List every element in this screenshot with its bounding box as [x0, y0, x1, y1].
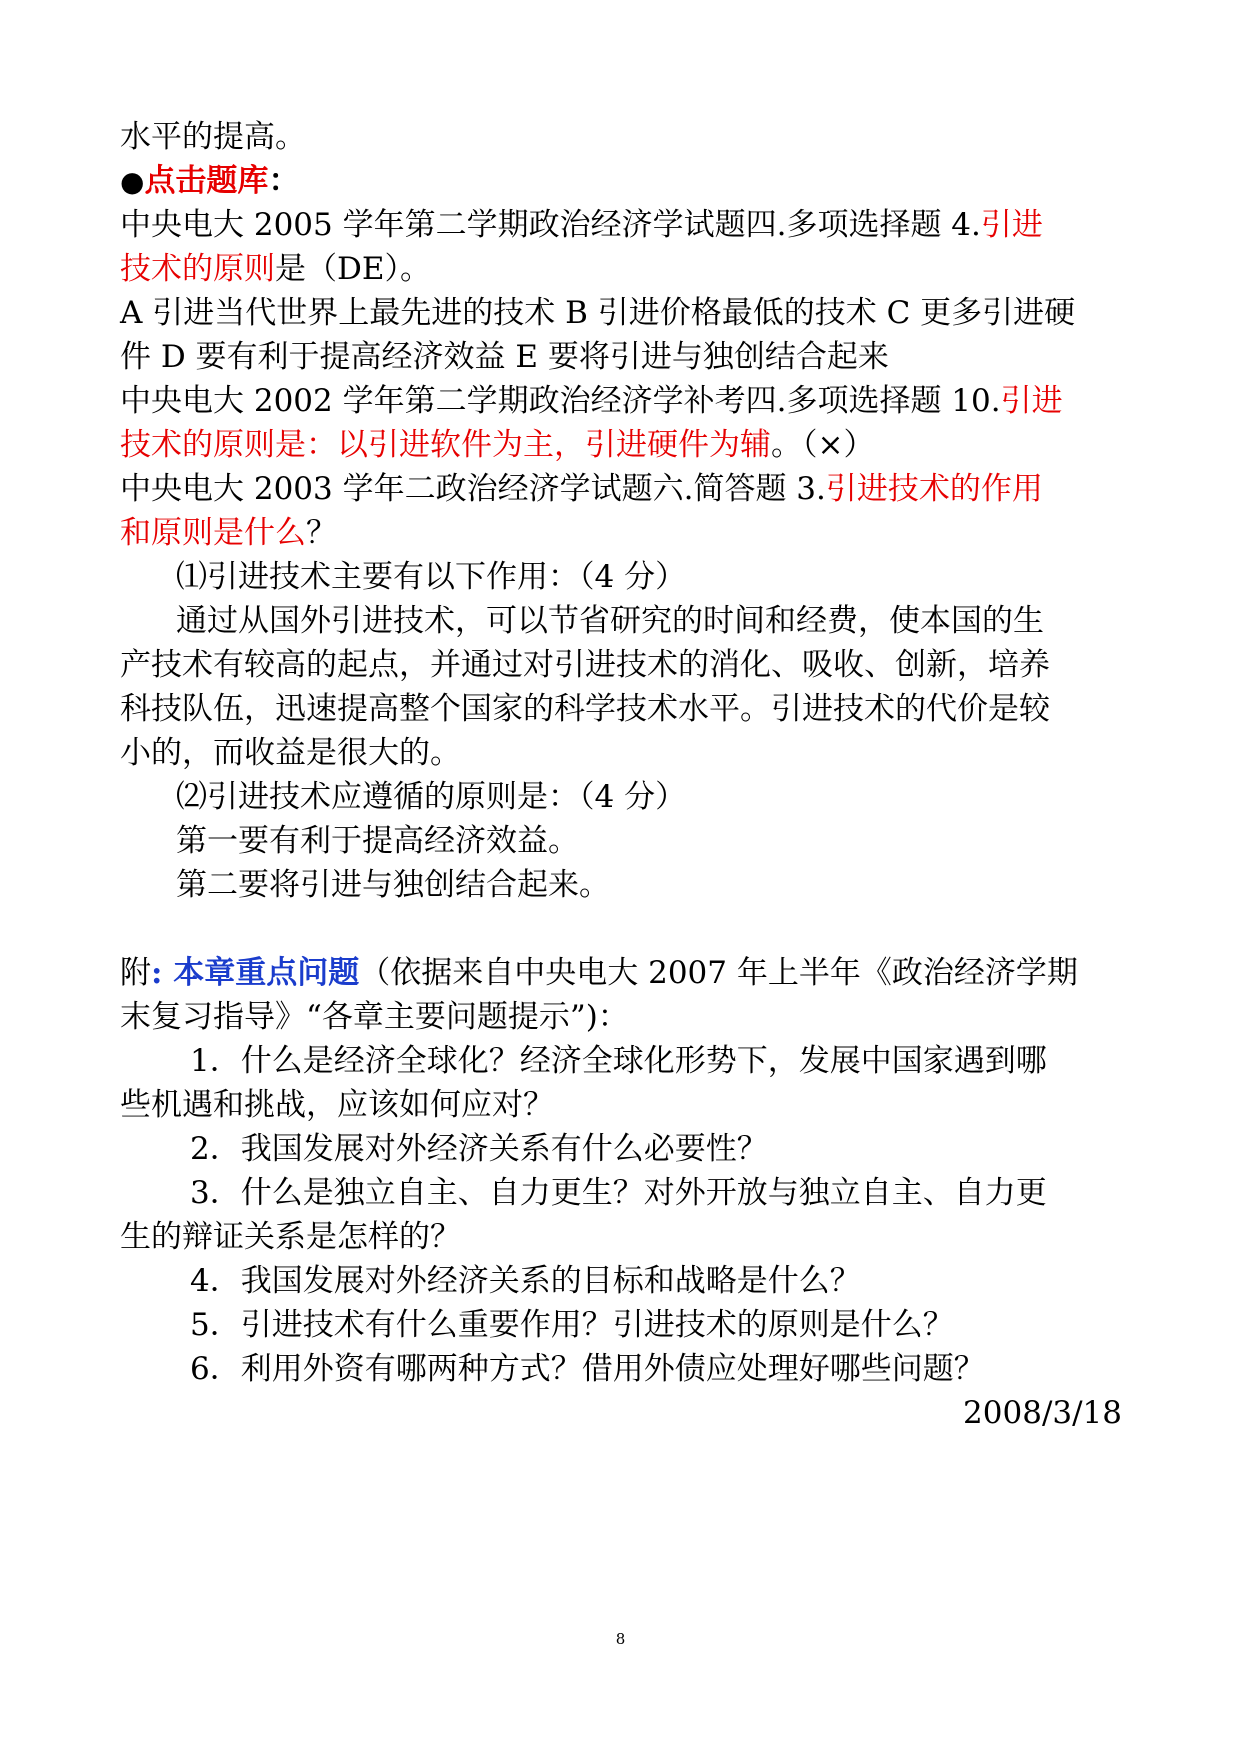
text: （依据来自中央电大 2007 年上半年《政治经济学期 [359, 955, 1078, 991]
list-item-cont [120, 1215, 1122, 1259]
list-item [120, 1347, 1122, 1391]
text: 水平的提高。 [120, 119, 306, 155]
list-item-cont [120, 1083, 1122, 1127]
text: ⑴引进技术主要有以下作用：（4 分） [176, 559, 687, 595]
text: ？ [306, 515, 337, 551]
text: 6．利用外资有哪两种方式？借用外债应处理好哪些问题？ [190, 1351, 985, 1387]
text: 末复习指导》“各章主要问题提示”)： [120, 999, 629, 1035]
text-line [120, 511, 1122, 555]
text: 。（×） [771, 427, 875, 463]
list-item [120, 1039, 1122, 1083]
highlight-text: 和原则是什么 [120, 515, 306, 551]
bullet-icon: ● [120, 165, 145, 198]
heading-title: 点击题库 [144, 163, 269, 199]
text-line [120, 731, 1122, 775]
text-line [120, 643, 1122, 687]
text: 5．引进技术有什么重要作用？引进技术的原则是什么？ [190, 1307, 954, 1343]
text: 1．什么是经济全球化？经济全球化形势下，发展中国家遇到哪 [190, 1043, 1047, 1079]
text-line [120, 467, 1122, 511]
text-line [120, 599, 1122, 643]
text-line [120, 203, 1122, 247]
text: 生的辩证关系是怎样的？ [120, 1219, 461, 1255]
highlight-text: 引进 [1000, 383, 1063, 419]
text: ⑵引进技术应遵循的原则是：（4 分） [176, 779, 687, 815]
text-line [120, 995, 1122, 1039]
highlight-text: 技术的原则 [120, 251, 275, 287]
text-line [120, 775, 1122, 819]
appendix-heading [120, 951, 1122, 995]
document-body [120, 115, 1122, 1435]
text-line [120, 423, 1122, 467]
highlight-text: 引进技术的作用 [825, 471, 1043, 507]
text: 些机遇和挑战，应该如何应对？ [120, 1087, 554, 1123]
text: 产技术有较高的起点，并通过对引进技术的消化、吸收、创新，培养 [120, 647, 1050, 683]
text: 通过从国外引进技术，可以节省研究的时间和经费，使本国的生 [176, 603, 1044, 639]
text: 中央电大 2002 学年第二学期政治经济学补考四.多项选择题 10. [120, 383, 1001, 419]
text: 中央电大 2003 学年二政治经济学试题六.简答题 3. [120, 471, 826, 507]
text: 是（DE）。 [275, 251, 431, 287]
date: 2008/3/18 [963, 1395, 1122, 1431]
text: A 引进当代世界上最先进的技术 B 引进价格最低的技术 C 更多引进硬 [120, 295, 1076, 331]
text-line [120, 247, 1122, 291]
appendix-title: : 本章重点问题 [151, 955, 360, 991]
text: 第二要将引进与独创结合起来。 [176, 867, 610, 903]
text-line [120, 115, 1122, 159]
date-line [120, 1391, 1122, 1435]
list-item [120, 1171, 1122, 1215]
text: 附 [120, 955, 151, 991]
text-line [120, 555, 1122, 599]
text-line [120, 379, 1122, 423]
section-heading [120, 159, 1122, 203]
text: 科技队伍，迅速提高整个国家的科学技术水平。引进技术的代价是较 [120, 691, 1050, 727]
text: 3．什么是独立自主、自力更生？对外开放与独立自主、自力更 [190, 1175, 1047, 1211]
heading-colon: ： [268, 163, 300, 199]
list-item [120, 1259, 1122, 1303]
text-line [120, 863, 1122, 907]
text: 2．我国发展对外经济关系有什么必要性？ [190, 1131, 768, 1167]
highlight-text: 技术的原则是：以引进软件为主，引进硬件为辅 [120, 427, 771, 463]
list-item [120, 1303, 1122, 1347]
text-line [120, 335, 1122, 379]
text-line [120, 687, 1122, 731]
text: 件 D 要有利于提高经济效益 E 要将引进与独创结合起来 [120, 339, 889, 375]
list-item [120, 1127, 1122, 1171]
text: 中央电大 2005 学年第二学期政治经济学试题四.多项选择题 4. [120, 207, 981, 243]
text-line [120, 291, 1122, 335]
text: 4．我国发展对外经济关系的目标和战略是什么？ [190, 1263, 861, 1299]
blank-line [120, 907, 1122, 951]
text: 小的，而收益是很大的。 [120, 735, 461, 771]
page-number: 8 [615, 1630, 626, 1648]
text-line [120, 819, 1122, 863]
highlight-text: 引进 [980, 207, 1043, 243]
text: 第一要有利于提高经济效益。 [176, 823, 579, 859]
